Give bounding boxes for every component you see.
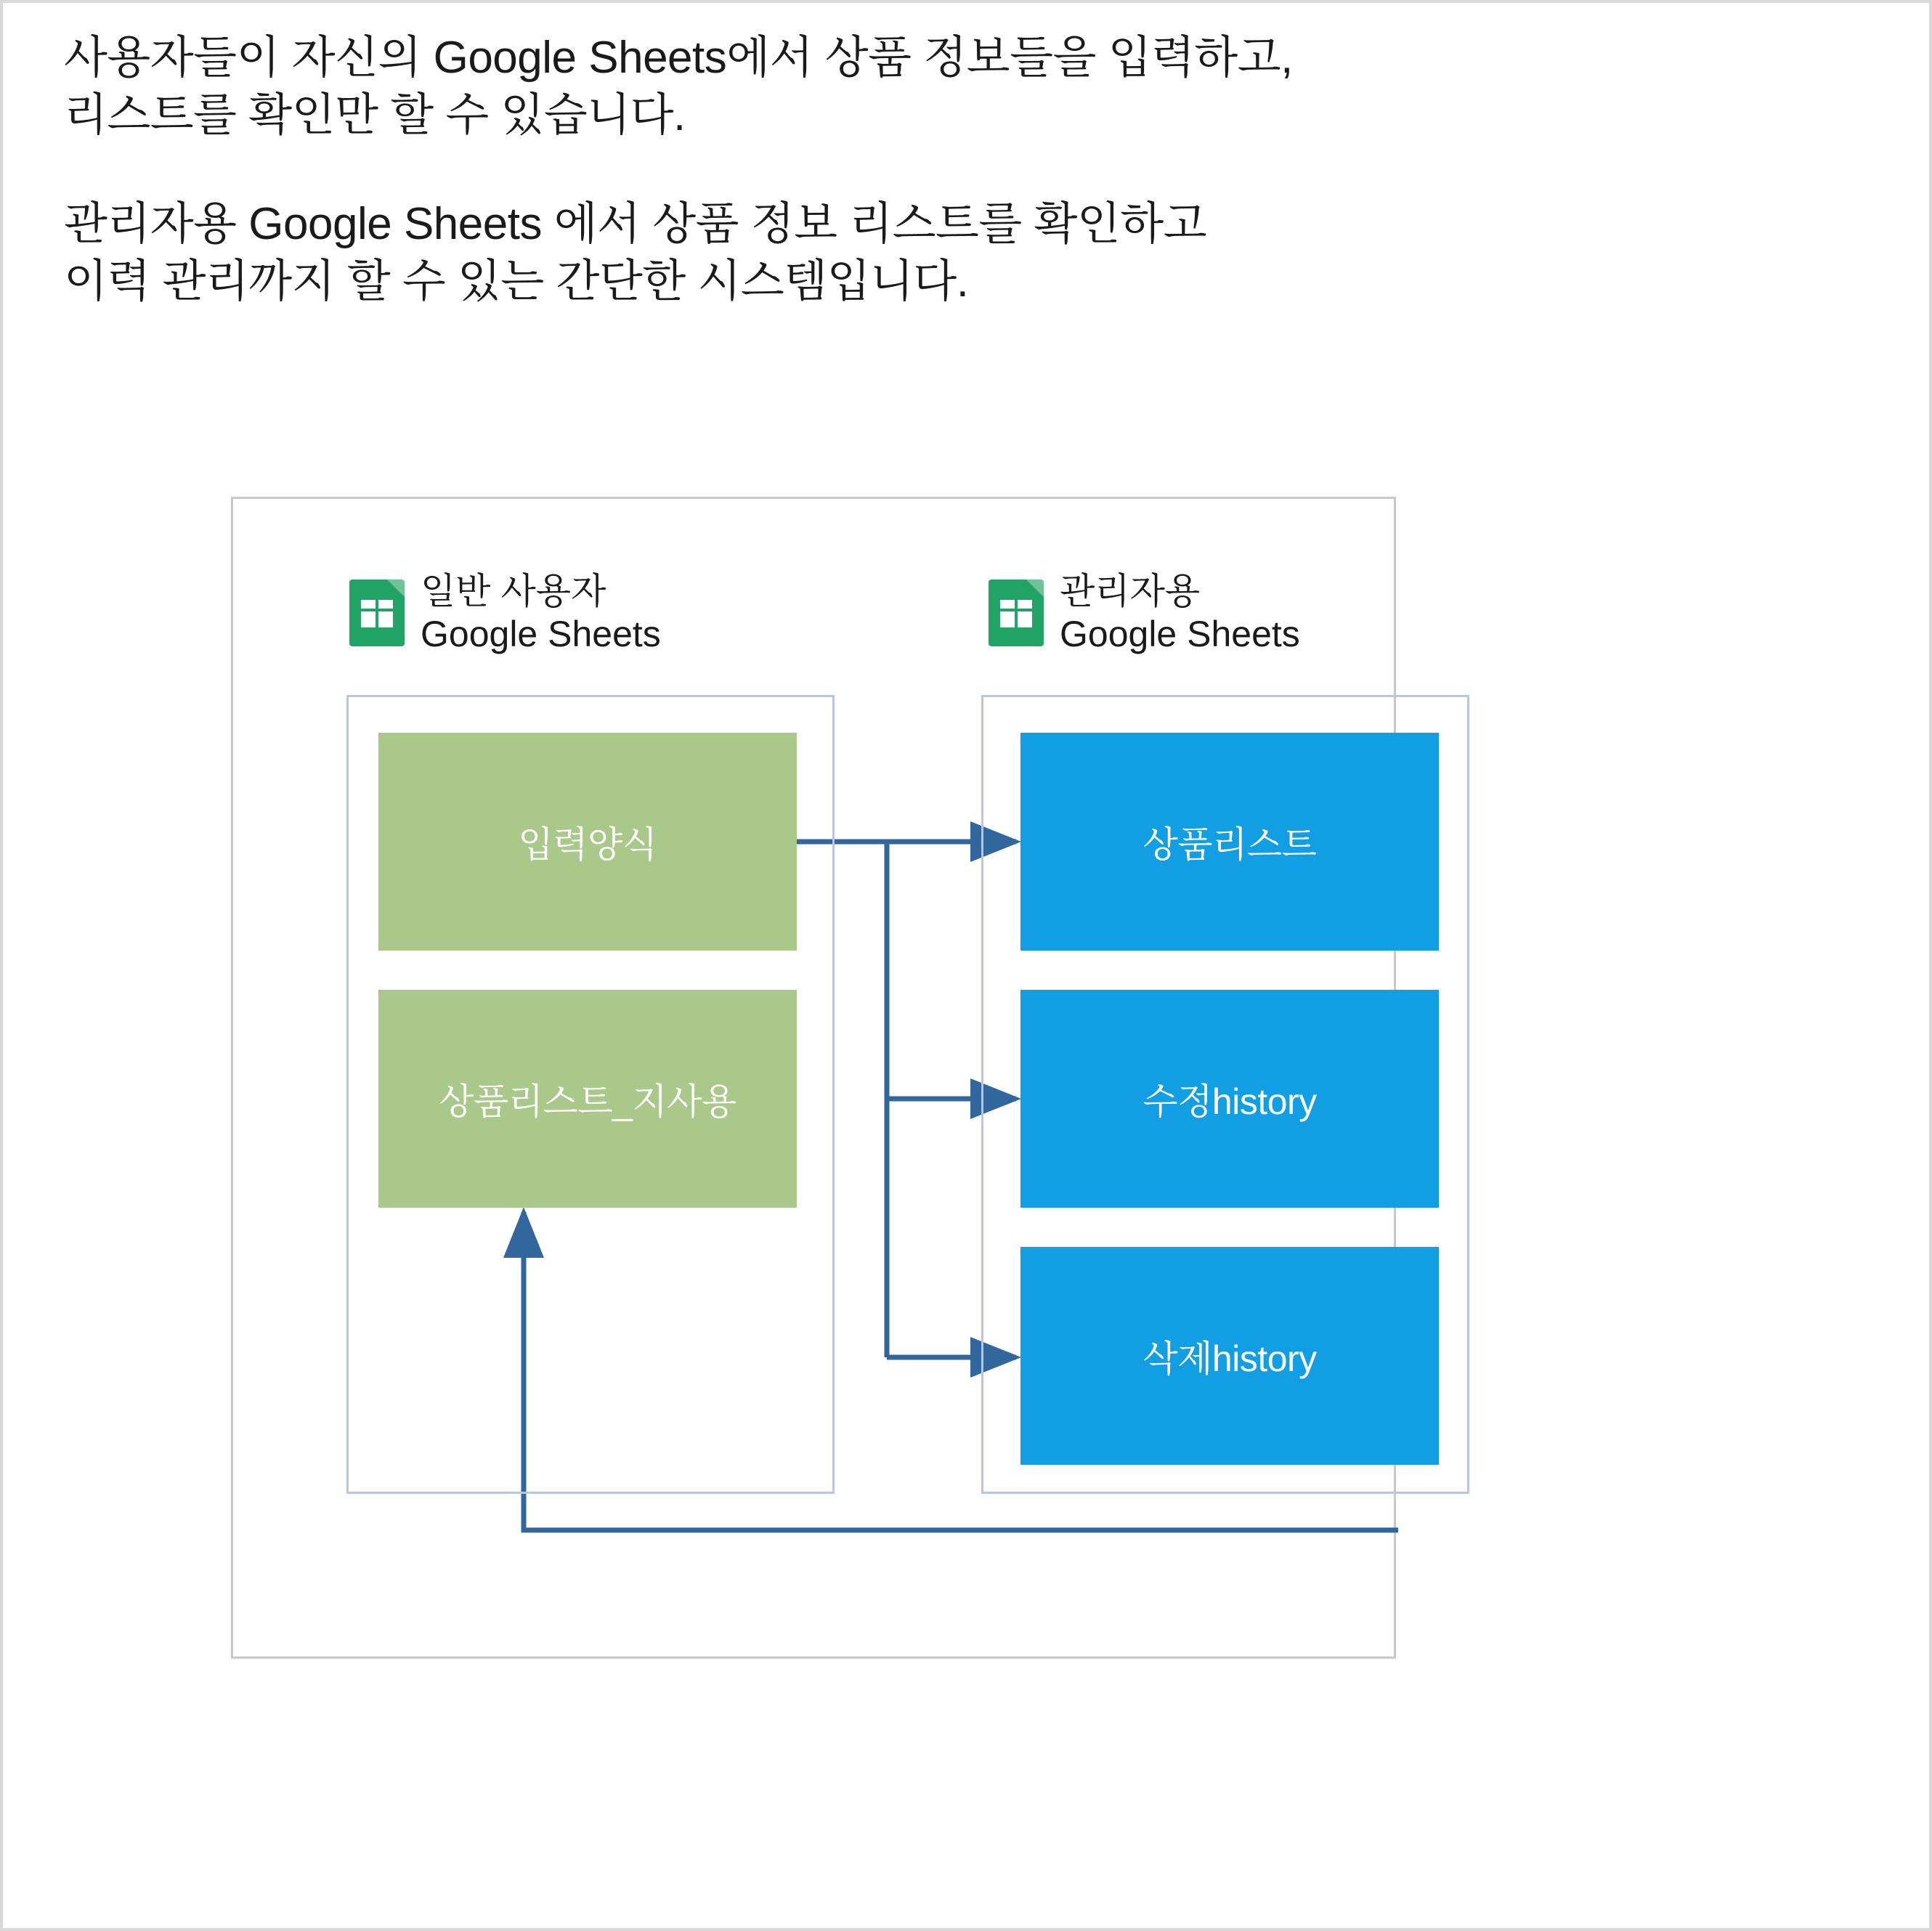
sheet-header-user-line1: 일반 사용자 xyxy=(421,571,606,611)
sheet-header-admin-labels xyxy=(1060,570,1300,656)
intro-text-block xyxy=(64,29,1734,310)
intro-paragraph-1 xyxy=(64,29,1734,145)
node-input-form-label: 입력양식 xyxy=(518,824,657,865)
sheet-header-user-labels xyxy=(421,570,661,656)
google-sheets-icon xyxy=(989,580,1044,646)
intro-line-4: 이력 관리까지 할 수 있는 간단한 시스템입니다. xyxy=(64,256,969,307)
sheet-header-admin-line2: Google Sheets xyxy=(1060,614,1300,654)
intro-line-2: 리스트를 확인만 할 수 있습니다. xyxy=(64,90,686,141)
intro-line-1: 사용자들이 자신의 Google Sheets에서 상품 정보들을 입력하고, xyxy=(64,33,1293,83)
node-edit-history xyxy=(1020,990,1439,1208)
sheet-header-admin-line1: 관리자용 xyxy=(1060,571,1201,611)
node-edit-history-label: 수정history xyxy=(1142,1081,1317,1122)
node-product-list xyxy=(1020,733,1439,951)
node-delete-history-label: 삭제history xyxy=(1142,1338,1317,1379)
intro-line-3: 관리자용 Google Sheets 에서 상품 정보 리스트를 확인하고 xyxy=(64,198,1207,249)
node-delete-history xyxy=(1020,1247,1439,1465)
intro-spacer xyxy=(64,145,1734,195)
intro-paragraph-2 xyxy=(64,195,1734,311)
node-user-product-list-label: 상품리스트_지사용 xyxy=(439,1081,736,1122)
sheet-header-admin xyxy=(989,570,1300,656)
diagram-frame xyxy=(231,497,1396,1659)
google-sheets-icon xyxy=(349,580,405,646)
node-user-product-list xyxy=(378,990,797,1208)
node-product-list-label: 상품리스트 xyxy=(1142,824,1317,865)
node-input-form xyxy=(378,733,797,951)
sheet-header-user xyxy=(349,570,661,656)
sheet-header-user-line2: Google Sheets xyxy=(421,614,661,654)
